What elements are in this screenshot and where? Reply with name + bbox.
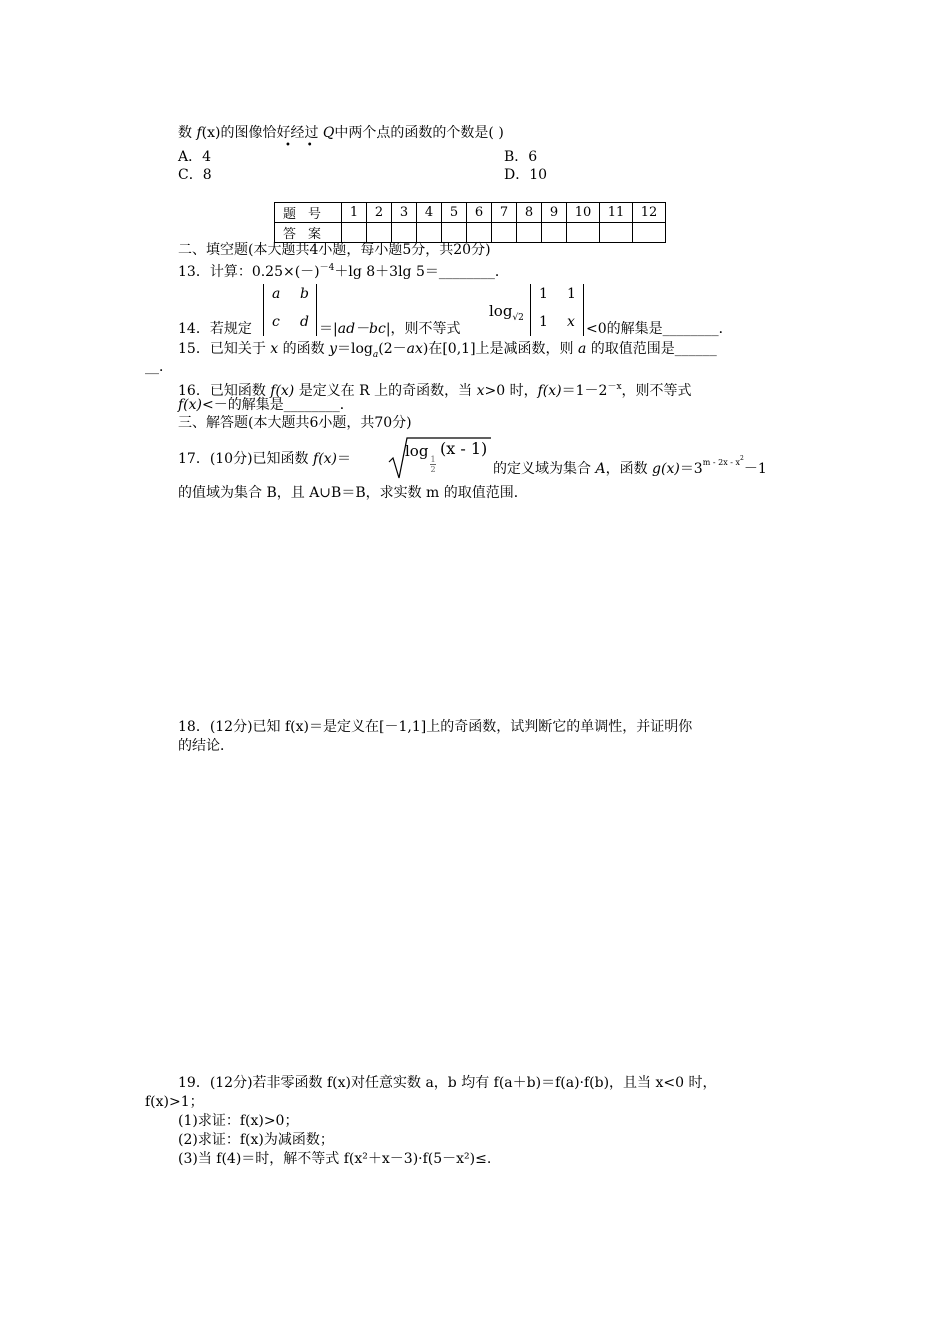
text: ＝log: [337, 341, 373, 357]
table-header-cell: 答案: [275, 223, 342, 243]
text: x: [476, 383, 485, 399]
answer-cell[interactable]: [542, 223, 567, 243]
text: 的取值范围是______: [586, 341, 717, 357]
q17-line2: 的值域为集合 B，且 A∪B＝B，求实数 m 的取值范围．: [178, 485, 528, 501]
text: ＝3: [679, 461, 703, 477]
answer-cell[interactable]: [567, 223, 600, 243]
text: 15．已知关于: [178, 341, 271, 357]
table-cell: 8: [517, 203, 542, 223]
question-14: 14．若规定: [178, 321, 252, 337]
text: y: [329, 341, 337, 357]
question-13: [178, 259, 509, 281]
section-heading: 二、填空题(本大题共4小题，每小题5分，共20分): [178, 242, 491, 258]
text: <－的解集是________．: [202, 397, 354, 413]
answer-cell[interactable]: [633, 223, 666, 243]
text: f: [196, 125, 202, 141]
table-cell: 7: [492, 203, 517, 223]
log-base: √2: [512, 313, 524, 323]
answer-cell[interactable]: [392, 223, 417, 243]
q16-line2: [178, 396, 354, 414]
text: ax: [406, 341, 423, 357]
matrix-entry: 1: [567, 286, 576, 302]
q18-line2: 的结论．: [178, 738, 234, 754]
text: (2－: [378, 341, 407, 357]
text: a: [577, 341, 587, 357]
text: Q: [322, 125, 335, 141]
answer-cell[interactable]: [417, 223, 442, 243]
text: log: [405, 442, 429, 460]
text: f(x): [537, 383, 562, 399]
answer-table: [274, 202, 666, 243]
answer-cell[interactable]: [467, 223, 492, 243]
text: )在[0,1]上是减函数，则: [422, 341, 578, 357]
text: ，则不等式: [621, 383, 692, 399]
q14-mid: [319, 320, 461, 338]
question-15: [178, 340, 717, 364]
answer-cell[interactable]: [342, 223, 367, 243]
q19-part3: (3)当 f(4)＝时，解不等式 f(x²＋x－3)·f(5－x²)≤.: [178, 1151, 492, 1167]
text: 的函数: [278, 341, 330, 357]
matrix-entry: x: [567, 314, 575, 330]
matrix-entry: d: [300, 314, 309, 330]
fraction-numerator: 1: [430, 455, 436, 464]
text: g(x): [652, 461, 680, 477]
table-cell: 3: [392, 203, 417, 223]
text: 16．已知函数: [178, 383, 271, 399]
table-cell: 9: [542, 203, 567, 223]
text: 17．(10分)已知函数: [178, 451, 314, 467]
option-c: C．8: [178, 167, 212, 183]
table-cell: 6: [467, 203, 492, 223]
table-cell: 5: [442, 203, 467, 223]
question-17: [178, 450, 351, 468]
log-argument: (x - 1): [440, 439, 488, 458]
matrix-entry: 1: [539, 314, 548, 330]
determinant-definition: [263, 284, 317, 336]
text: 的定义域为集合: [493, 461, 596, 477]
matrix-entry: 1: [539, 286, 548, 302]
q17-mid: [493, 450, 767, 478]
q12-line: [178, 124, 504, 142]
answer-cell[interactable]: [517, 223, 542, 243]
q14-tail: <0的解集是________．: [586, 321, 733, 337]
question-19: 19．(12分)若非零函数 f(x)对任意实数 a，b 均有 f(a＋b)＝f(a)·f(b)，且当 x<0 时，: [178, 1075, 717, 1091]
text: f(x): [178, 397, 203, 413]
matrix-entry: c: [272, 314, 280, 330]
q14-log: [489, 302, 524, 327]
table-cell: 12: [633, 203, 666, 223]
table-cell: 2: [367, 203, 392, 223]
text: ＝1－2: [561, 383, 608, 399]
exponent: m - 2x - x: [702, 458, 741, 467]
q15-continuation: __．: [145, 359, 173, 375]
q17-log: [405, 442, 428, 460]
emphasis-dots: • •: [285, 140, 313, 151]
exponent: －x: [607, 382, 622, 392]
answer-cell[interactable]: [442, 223, 467, 243]
q19-line2: f(x)>1；: [145, 1094, 204, 1110]
q19-part2: (2)求证：f(x)为减函数；: [178, 1132, 334, 1148]
matrix-entry: a: [272, 286, 281, 302]
table-row: [275, 203, 666, 223]
text: ＝: [337, 451, 352, 467]
text: log: [489, 302, 513, 320]
text: f(x): [270, 383, 295, 399]
text: f(x): [313, 451, 338, 467]
text: 13．计算：0.25×(－): [178, 264, 320, 280]
text: A: [595, 461, 606, 477]
answer-cell[interactable]: [492, 223, 517, 243]
answer-cell[interactable]: [600, 223, 633, 243]
fraction-denominator: 2: [430, 465, 436, 474]
table-cell: 11: [600, 203, 633, 223]
matrix-entry: b: [300, 286, 309, 302]
text: ，函数: [605, 461, 653, 477]
answer-cell[interactable]: [367, 223, 392, 243]
text: 中两个点的函数的个数是( ): [334, 125, 504, 141]
table-row: [275, 223, 666, 243]
table-cell: 4: [417, 203, 442, 223]
section-heading: 三、解答题(本大题共6小题，共70分): [178, 415, 412, 431]
exponent: －4: [319, 263, 335, 273]
option-a: A．4: [178, 149, 212, 165]
option-d: D．10: [504, 167, 548, 183]
text: (x): [201, 125, 221, 141]
log-base-fraction: [430, 455, 436, 474]
question-18: 18．(12分)已知 f(x)＝是定义在[－1,1]上的奇函数，试判断它的单调性，并证明你: [178, 719, 693, 735]
table-cell: 1: [342, 203, 367, 223]
exponent: 2: [740, 455, 744, 462]
text: 是定义在 R 上的奇函数，当: [294, 383, 477, 399]
text: >0 时，: [484, 383, 538, 399]
text: －1: [743, 461, 767, 477]
text: 的图像恰好经过: [220, 125, 323, 141]
table-cell: 10: [567, 203, 600, 223]
option-b: B．6: [504, 149, 538, 165]
q19-part1: (1)求证：f(x)>0；: [178, 1113, 299, 1129]
text: ad－bc: [337, 321, 386, 337]
table-header-cell: 题号: [275, 203, 342, 223]
text: |，则不等式: [385, 321, 461, 337]
determinant-inequality: [530, 284, 584, 336]
text: ＋lg 8＋3lg 5＝________．: [334, 264, 509, 280]
text: x: [270, 341, 279, 357]
text: ＝|: [319, 321, 338, 337]
log-base: a: [372, 350, 379, 360]
text: 数: [178, 125, 197, 141]
